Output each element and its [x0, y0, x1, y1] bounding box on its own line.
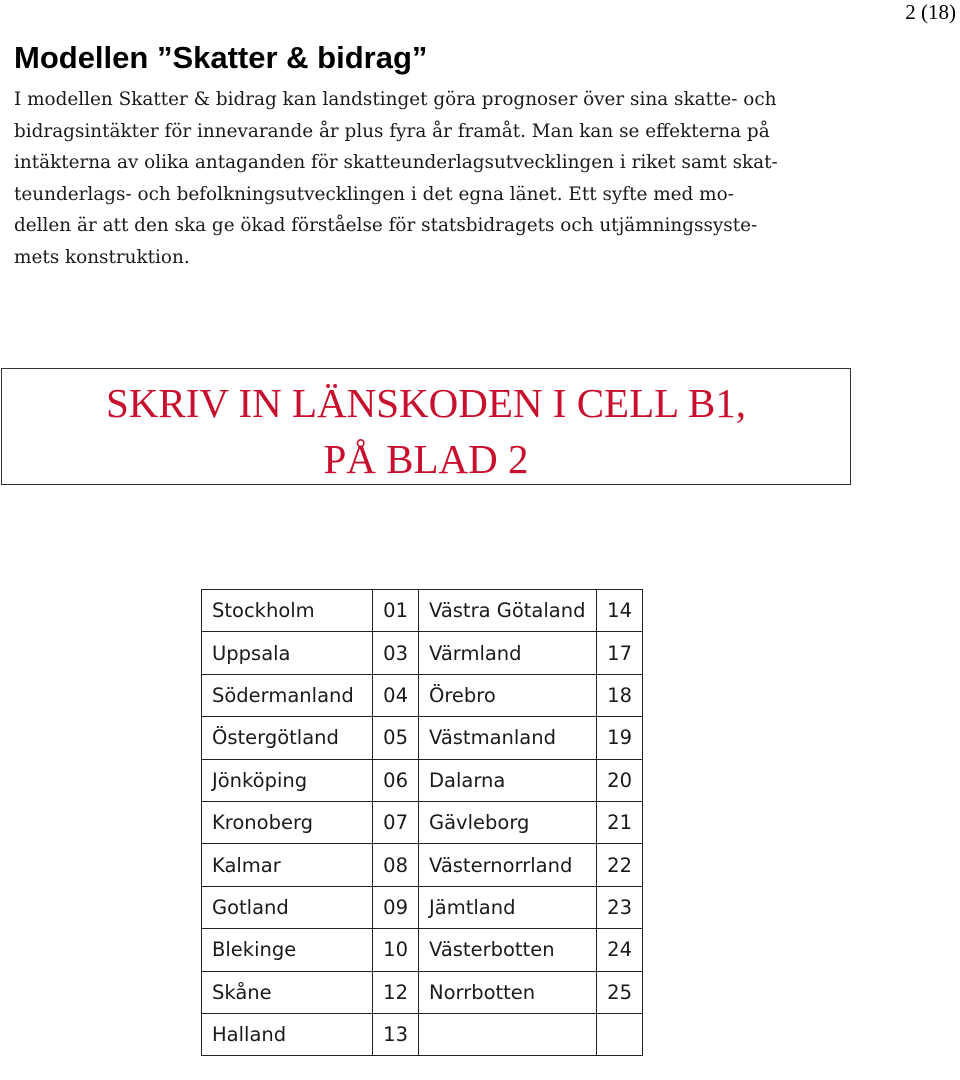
- county-code-cell: 20: [597, 759, 643, 801]
- county-name-cell: Södermanland: [202, 674, 373, 716]
- county-name-cell: Västra Götaland: [419, 590, 597, 632]
- table-row: [202, 674, 643, 716]
- table-row: [202, 759, 643, 801]
- county-name-cell: Jämtland: [419, 886, 597, 928]
- table-row: [202, 801, 643, 843]
- county-name-cell: Skåne: [202, 971, 373, 1013]
- county-code-cell: 01: [373, 590, 419, 632]
- table-row: [202, 929, 643, 971]
- table-row: [202, 632, 643, 674]
- table-row: [202, 886, 643, 928]
- county-code-cell: 09: [373, 886, 419, 928]
- table-row: [202, 971, 643, 1013]
- county-name-cell: Stockholm: [202, 590, 373, 632]
- section-heading: Modellen ”Skatter & bidrag”: [14, 40, 428, 75]
- intro-paragraph: [14, 84, 844, 273]
- county-code-cell: 05: [373, 717, 419, 759]
- county-name-cell: Kronoberg: [202, 801, 373, 843]
- county-code-cell: 10: [373, 929, 419, 971]
- county-name-cell: Östergötland: [202, 717, 373, 759]
- county-code-cell: 12: [373, 971, 419, 1013]
- county-code-cell: 22: [597, 844, 643, 886]
- county-name-cell: Västerbotten: [419, 929, 597, 971]
- instruction-box: [1, 368, 851, 485]
- county-name-cell: Jönköping: [202, 759, 373, 801]
- county-name-cell: Värmland: [419, 632, 597, 674]
- table-row: [202, 717, 643, 759]
- table-row: [202, 1013, 643, 1055]
- instruction-line-1: SKRIV IN LÄNSKODEN I CELL B1,: [105, 380, 747, 426]
- intro-line: I modellen Skatter & bidrag kan landstinget göra prognoser över sina skatte- och: [14, 89, 777, 110]
- county-code-cell: 19: [597, 717, 643, 759]
- intro-line: bidragsintäkter för innevarande år plus fyra år framåt. Man kan se effekterna på: [14, 120, 770, 142]
- county-code-cell: 17: [597, 632, 643, 674]
- county-name-cell: Gävleborg: [419, 801, 597, 843]
- county-code-cell: 07: [373, 801, 419, 843]
- table-row: [202, 590, 643, 632]
- county-name-cell: Västmanland: [419, 717, 597, 759]
- county-name-cell: Gotland: [202, 886, 373, 928]
- county-code-cell: [597, 1013, 643, 1055]
- instruction-line-2: PÅ BLAD 2: [323, 436, 529, 482]
- intro-line: dellen är att den ska ge ökad förståelse för statsbidragets och utjämningssyste-: [14, 215, 758, 236]
- county-code-cell: 21: [597, 801, 643, 843]
- county-name-cell: Halland: [202, 1013, 373, 1055]
- county-name-cell: Dalarna: [419, 759, 597, 801]
- county-name-cell: [419, 1013, 597, 1055]
- intro-line: mets konstruktion.: [14, 246, 190, 268]
- county-name-cell: Norrbotten: [419, 971, 597, 1013]
- county-code-cell: 06: [373, 759, 419, 801]
- county-code-table-body: [202, 590, 643, 1056]
- county-code-cell: 03: [373, 632, 419, 674]
- intro-line: intäkterna av olika antaganden för skatteunderlagsutvecklingen i riket samt skat-: [14, 152, 778, 173]
- county-code-cell: 13: [373, 1013, 419, 1055]
- county-code-cell: 18: [597, 674, 643, 716]
- county-name-cell: Örebro: [419, 674, 597, 716]
- county-name-cell: Blekinge: [202, 929, 373, 971]
- county-code-cell: 08: [373, 844, 419, 886]
- county-name-cell: Kalmar: [202, 844, 373, 886]
- county-code-cell: 23: [597, 886, 643, 928]
- intro-line: teunderlags- och befolkningsutvecklingen i det egna länet. Ett syfte med mo-: [14, 183, 734, 205]
- page-number: 2 (18): [905, 0, 956, 24]
- county-code-cell: 25: [597, 971, 643, 1013]
- county-code-cell: 04: [373, 674, 419, 716]
- county-code-cell: 14: [597, 590, 643, 632]
- county-name-cell: Uppsala: [202, 632, 373, 674]
- county-code-cell: 24: [597, 929, 643, 971]
- table-row: [202, 844, 643, 886]
- county-name-cell: Västernorrland: [419, 844, 597, 886]
- county-code-table: [201, 589, 643, 1056]
